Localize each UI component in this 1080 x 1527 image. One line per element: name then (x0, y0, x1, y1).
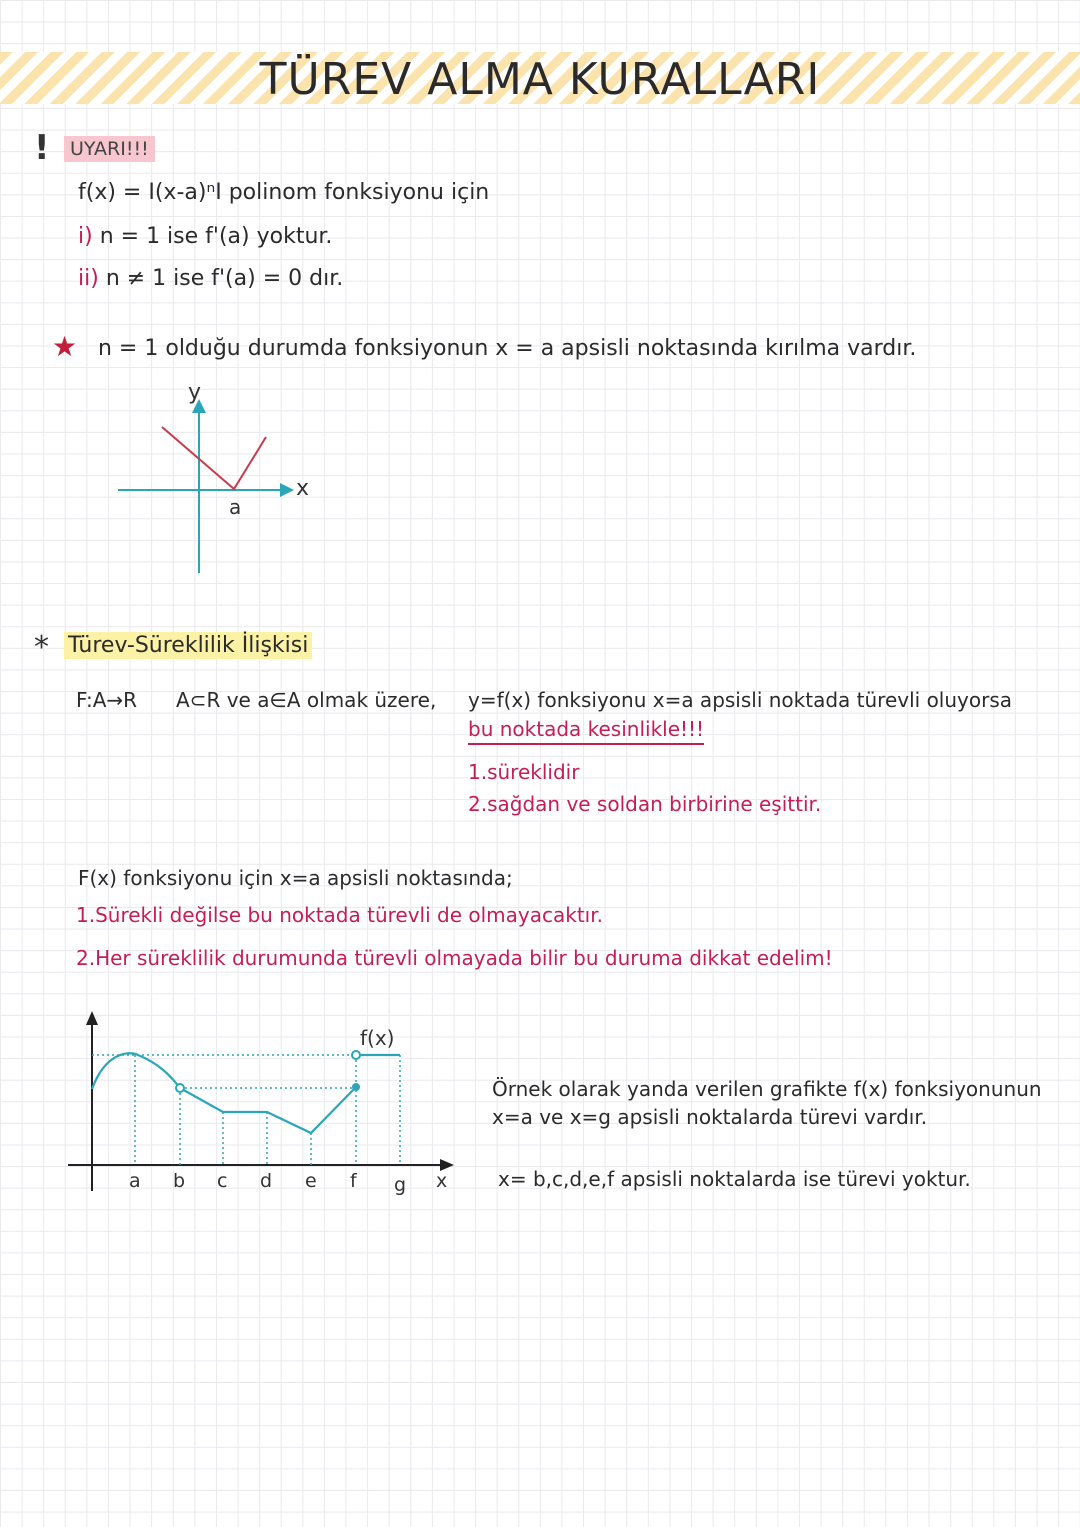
item-1-text: n = 1 ise f'(a) yoktur. (99, 224, 333, 249)
tick-g: g (394, 1174, 407, 1196)
tick-a: a (129, 1170, 141, 1192)
emphasis-text: bu noktada kesinlikle!!! (468, 717, 704, 745)
graph2-x-label: x (436, 1170, 448, 1192)
exclamation-icon: ! (34, 128, 50, 168)
example-line-2: x=a ve x=g apsisli noktalarda türevi vardır. (492, 1105, 928, 1129)
graph1-x-label: x (296, 476, 310, 501)
page-title: TÜREV ALMA KURALLARI (259, 54, 821, 105)
continuity-graph (60, 1005, 470, 1200)
graph1-v-curve (162, 427, 266, 489)
definition-function: F:A→R (76, 688, 138, 712)
definition-main: y=f(x) fonksiyonu x=a apsisli noktada türevli oluyorsa (468, 688, 1013, 712)
example-line-3: x= b,c,d,e,f apsisli noktalarda ise türevi yoktur. (498, 1167, 971, 1191)
warning-formula: f(x) = I(x-a)ⁿI polinom fonksiyonu için (78, 180, 490, 205)
rule-2: 2.Her süreklilik durumunda türevli olmayada bilir bu duruma dikkat edelim! (76, 946, 833, 970)
graph2-func-label: f(x) (360, 1026, 395, 1050)
warning-item-1 (78, 224, 332, 249)
kink-graph (110, 375, 330, 580)
tick-d: d (260, 1170, 273, 1192)
graph1-y-label: y (188, 380, 202, 405)
star-icon: ★ (52, 330, 78, 363)
star-note: n = 1 olduğu durumda fonksiyonun x = a apsisli noktasında kırılma vardır. (98, 336, 917, 361)
definition-subset: A⊂R ve a∈A olmak üzere, (176, 688, 437, 712)
open-point-f (352, 1051, 360, 1059)
tick-e: e (305, 1170, 317, 1192)
point-2: 2.sağdan ve soldan birbirine eşittir. (468, 792, 822, 816)
asterisk-icon: * (34, 630, 49, 665)
open-point-b (176, 1084, 184, 1092)
tick-b: b (173, 1170, 186, 1192)
tick-f: f (350, 1170, 357, 1192)
section-title: Türev-Süreklilik İlişkisi (64, 632, 312, 659)
closed-point-f (352, 1083, 360, 1091)
rule-1: 1.Sürekli değilse bu noktada türevli de olmayacaktır. (76, 903, 603, 927)
point-1: 1.süreklidir (468, 760, 580, 784)
graph2-y-arrow (86, 1011, 98, 1025)
example-line-1: Örnek olarak yanda verilen grafikte f(x) fonksiyonunun (492, 1077, 1042, 1101)
tick-c: c (217, 1170, 228, 1192)
item-2-text: n ≠ 1 ise f'(a) = 0 dır. (105, 266, 344, 291)
warning-item-2 (78, 266, 343, 291)
graph2-curve (92, 1053, 356, 1133)
graph1-point-label: a (229, 495, 242, 519)
warning-label: UYARI!!! (64, 136, 155, 162)
graph1-x-arrow (280, 483, 294, 497)
rules-intro: F(x) fonksiyonu için x=a apsisli noktasında; (78, 866, 513, 890)
item-1-prefix: i) (78, 224, 93, 249)
item-2-prefix: ii) (78, 266, 99, 291)
